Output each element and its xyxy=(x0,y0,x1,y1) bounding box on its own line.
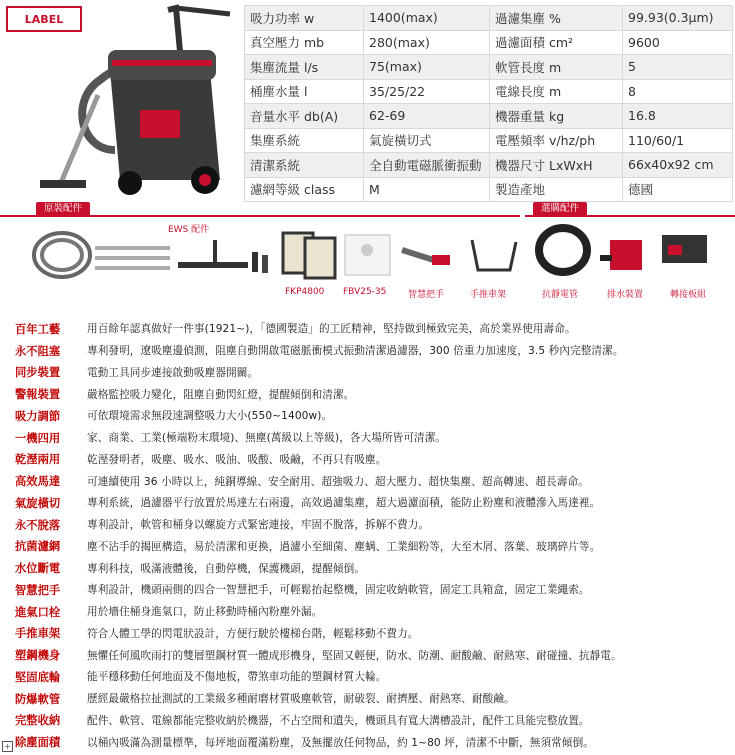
feature-description: 嚴格監控吸力變化，阻塵自動閃紅燈，提醒傾倒和清潔。 xyxy=(87,388,355,401)
feature-description: 塵不沾手的揭匣構造，易於清潔和更換，過濾小至細菌、塵螨、工業細粉等，大至木屑、落葉、玻璃碎片等。 xyxy=(87,540,601,553)
feature-list xyxy=(0,318,735,753)
feature-item xyxy=(0,623,735,645)
feature-title: 水位斷電 xyxy=(15,562,61,576)
feature-item xyxy=(0,340,735,362)
feature-description: 電動工具同步連接啟動吸塵器開關。 xyxy=(87,366,259,379)
drain-icon xyxy=(600,240,642,270)
spec-table xyxy=(244,5,733,202)
feature-description: 無懼任何風吹雨打的雙層塑鋼材質一體成形機身，堅固又輕便，防水、防潮、耐酸鹼、耐熱寒、耐碰撞、抗靜電。 xyxy=(87,649,622,662)
feature-title: 氣旋橫切 xyxy=(15,496,61,510)
spec-value: 110/60/1 xyxy=(623,128,733,153)
trolley-icon xyxy=(472,240,516,270)
spec-value: 75(max) xyxy=(364,55,490,80)
spec-value: 66x40x92 cm xyxy=(623,153,733,178)
feature-title: 智慧把手 xyxy=(15,583,61,597)
feature-item xyxy=(0,383,735,405)
spec-value: 280(max) xyxy=(364,30,490,55)
spec-value: M xyxy=(364,177,490,202)
accessory-label: 手推車架 xyxy=(470,290,507,300)
spec-value: 德國 xyxy=(623,177,733,202)
feature-description: 專利設計，軟管和桶身以螺旋方式緊密連接，牢固不脫落，拆解不費力。 xyxy=(87,519,430,532)
feature-item xyxy=(0,644,735,666)
spec-value: 16.8 xyxy=(623,104,733,129)
accessory-strip xyxy=(0,200,735,300)
optional-accessories-tag: 選購配件 xyxy=(533,202,587,216)
spec-row xyxy=(245,30,733,55)
feature-description: 能平穩移動任何地面及不傷地板，帶煞車功能的塑鋼材質大輪。 xyxy=(87,671,387,684)
spec-label: 音量水平 db(A) xyxy=(245,104,364,129)
filter-cartridge-icon xyxy=(283,233,335,278)
spec-row xyxy=(245,6,733,31)
accessory-label: FKP4800 xyxy=(285,287,325,297)
accessory-label: 轉接板組 xyxy=(670,290,707,300)
spec-value: 99.93(0.3μm) xyxy=(623,6,733,31)
feature-description: 歷經最嚴格拉扯測試的工業級多種耐磨材質吸塵軟管，耐破裂、耐擠壓、耐熱寒、耐酸鹼。 xyxy=(87,693,515,706)
spec-row xyxy=(245,177,733,202)
feature-title: 手推車架 xyxy=(15,627,61,641)
feature-description: 用於墻住桶身進氣口，防止移動時桶內粉塵外漏。 xyxy=(87,606,323,619)
feature-description: 可依環境需求無段速調整吸力大小(550~1400w)。 xyxy=(87,410,333,423)
spec-row xyxy=(245,128,733,153)
feature-title: 乾溼兩用 xyxy=(15,453,61,467)
spec-label: 集塵流量 l/s xyxy=(245,55,364,80)
feature-title: 堅固底輪 xyxy=(15,670,61,684)
spec-label: 軟管長度 m xyxy=(490,55,623,80)
spec-value: 5 xyxy=(623,55,733,80)
feature-description: 專利系統，過濾器平行放置於馬達左右兩邊，高效過濾集塵，超大過濾面積，能防止粉塵和液體滲入馬達裡。 xyxy=(87,497,601,510)
ews-accessories-label: EWS 配件 xyxy=(168,225,210,235)
feature-description: 可連續使用 36 小時以上，純銅導線、安全耐用、超強吸力、超大壓力、超快集塵、超高轉速、超長壽命。 xyxy=(87,475,589,488)
feature-description: 乾溼發明者，吸塵、吸水、吸油、吸酸、吸鹼，不再只有吸塵。 xyxy=(87,453,387,466)
feature-title: 同步裝置 xyxy=(15,366,61,380)
feature-title: 警報裝置 xyxy=(15,388,61,402)
smart-handle-icon xyxy=(402,250,450,265)
feature-title: 防爆軟管 xyxy=(15,692,61,706)
feature-item xyxy=(0,362,735,384)
spec-label: 機器重量 kg xyxy=(490,104,623,129)
feature-title: 除塵面積 xyxy=(15,736,61,750)
feature-description: 家、商業、工業(極端粉末環境)、無塵(萬級以上等級)，各大場所皆可清潔。 xyxy=(87,432,447,445)
accessory-label: 抗靜電管 xyxy=(542,290,579,300)
spec-label: 電線長度 m xyxy=(490,79,623,104)
spec-label: 濾網等級 class xyxy=(245,177,364,202)
feature-title: 永不阻塞 xyxy=(15,344,61,358)
spec-label: 清潔系統 xyxy=(245,153,364,178)
feature-title: 抗菌濾網 xyxy=(15,540,61,554)
feature-item xyxy=(0,731,735,753)
spec-label: 電壓頻率 v/hz/ph xyxy=(490,128,623,153)
feature-item xyxy=(0,601,735,623)
feature-title: 完整收納 xyxy=(15,714,61,728)
spec-value: 1400(max) xyxy=(364,6,490,31)
feature-title: 一機四用 xyxy=(15,431,61,445)
feature-item xyxy=(0,688,735,710)
spec-row xyxy=(245,79,733,104)
spec-value: 62-69 xyxy=(364,104,490,129)
feature-item xyxy=(0,318,735,340)
spec-value: 35/25/22 xyxy=(364,79,490,104)
feature-title: 進氣口栓 xyxy=(15,605,61,619)
feature-title: 塑鋼機身 xyxy=(15,649,61,663)
feature-item xyxy=(0,666,735,688)
feature-description: 以桶內吸滿為測量標準，每坪地面覆滿粉塵，及無擺放任何物品，約 1~80 坪，清潔不中斷，無須常傾倒。 xyxy=(87,736,594,749)
spec-row xyxy=(245,153,733,178)
spec-label: 桶塵水量 l xyxy=(245,79,364,104)
hose-icon xyxy=(34,233,90,277)
feature-description: 專利發明，遼吸塵邊偵測，阻塵自動開啟電磁脈衝模式振動清潔過濾器，300 倍重力加速度，3.5 秒內完整清潔。 xyxy=(87,345,624,358)
feature-title: 吸力調節 xyxy=(15,409,61,423)
product-image xyxy=(0,0,245,200)
original-accessories-tag: 原裝配件 xyxy=(36,202,90,216)
feature-item xyxy=(0,557,735,579)
spec-label: 吸力功率 w xyxy=(245,6,364,31)
accessory-label: FBV25-35 xyxy=(343,287,387,297)
feature-item xyxy=(0,710,735,732)
spec-value: 9600 xyxy=(623,30,733,55)
spec-row xyxy=(245,55,733,80)
feature-item xyxy=(0,514,735,536)
spec-value: 8 xyxy=(623,79,733,104)
spec-label: 過濾面積 cm² xyxy=(490,30,623,55)
feature-description: 專利科技，吸滿液體後，自動停機，保護機頭，提醒傾倒。 xyxy=(87,562,366,575)
adapter-kit-icon xyxy=(662,235,707,263)
antistatic-hose-icon xyxy=(539,228,587,272)
spec-value: 氣旋橫切式 xyxy=(364,128,490,153)
feature-item xyxy=(0,470,735,492)
feature-item xyxy=(0,405,735,427)
feature-title: 百年工藝 xyxy=(15,322,61,336)
feature-description: 配件、軟管、電線都能完整收納於機器，不占空間和遺失，機頭具有寬大溝槽設計，配件工具能完整放置。 xyxy=(87,714,590,727)
feature-item xyxy=(0,579,735,601)
feature-title: 永不脫落 xyxy=(15,518,61,532)
feature-item xyxy=(0,427,735,449)
feature-description: 符合人體工學的閃電狀設計，方便行駛於樓梯台階，輕鬆移動不費力。 xyxy=(87,627,419,640)
feature-item xyxy=(0,536,735,558)
spec-row xyxy=(245,104,733,129)
feature-title: 高效馬達 xyxy=(15,475,61,489)
brand-logo-text: LABEL xyxy=(24,12,64,26)
accessory-label: 智慧把手 xyxy=(408,290,445,300)
table-anchor-icon: + xyxy=(2,741,13,752)
feature-item xyxy=(0,449,735,471)
feature-description: 用百餘年認真做好一件事(1921~)，「德國製造」的工匠精神，堅持做到極致完美，高於業界使用壽命。 xyxy=(87,323,576,336)
feature-item xyxy=(0,492,735,514)
spec-label: 機器尺寸 LxWxH xyxy=(490,153,623,178)
spec-label: 製造產地 xyxy=(490,177,623,202)
spec-label: 集塵系統 xyxy=(245,128,364,153)
spec-label: 過濾集塵 % xyxy=(490,6,623,31)
floor-nozzle-icon xyxy=(178,240,268,273)
accessory-label: 排水裝置 xyxy=(607,290,644,300)
brand-logo xyxy=(6,6,82,32)
tube-icon xyxy=(95,248,170,268)
feature-description: 專利設計，機頭兩側的四合一智慧把手，可輕鬆抬起整機，固定收納軟管，固定工具箱盒，固定工業繩索。 xyxy=(87,584,590,597)
filter-bag-icon xyxy=(345,235,390,275)
accessory-images xyxy=(0,200,735,300)
spec-label: 真空壓力 mb xyxy=(245,30,364,55)
spec-value: 全自動電磁脈衝振動 xyxy=(364,153,490,178)
